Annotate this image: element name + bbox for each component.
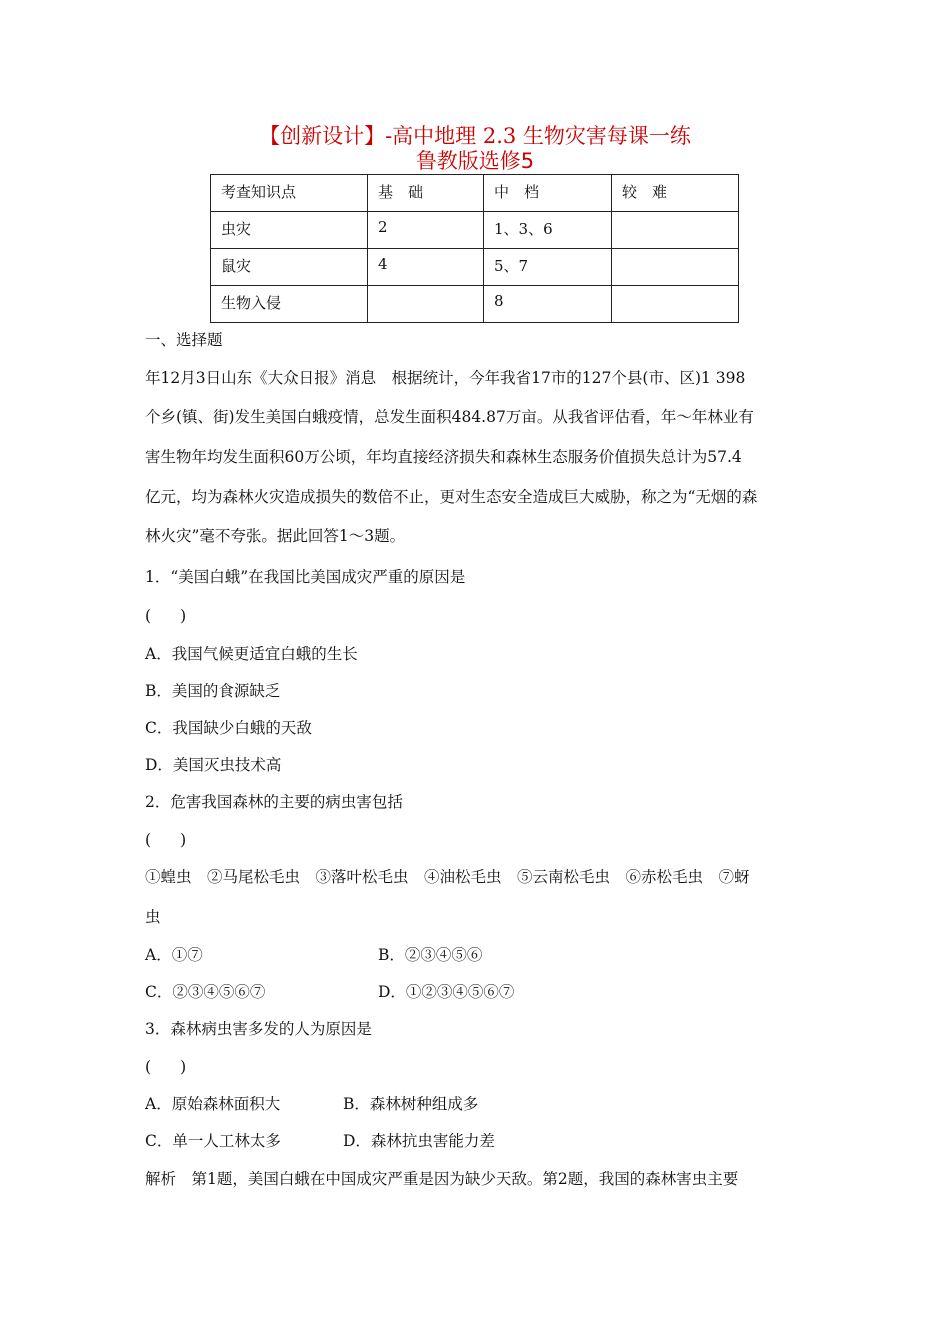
question-3-option: A．原始森林面积大 (145, 1095, 281, 1113)
section-heading: 一、选择题 (145, 331, 223, 349)
question-1-option: B．美国的食源缺乏 (145, 682, 281, 700)
paren-open: ( (145, 831, 152, 849)
passage-line: 害生物年均发生面积60万公顷，年均直接经济损失和森林生态服务价值损失总计为57.4 (145, 448, 742, 466)
question-2-option: A．①⑦ (145, 946, 203, 964)
table-header-cell: 考查知识点 (211, 175, 368, 212)
question-2-list: 虫 (145, 908, 161, 926)
question-1-answer-blank (145, 606, 186, 626)
paren-open: ( (145, 607, 152, 625)
table-cell (612, 249, 739, 286)
question-2-option: C．②③④⑤⑥⑦ (145, 983, 266, 1001)
question-3-stem: 3．森林病虫害多发的人为原因是 (145, 1020, 372, 1038)
title-line-2: 鲁教版选修5 (415, 149, 535, 173)
table-cell: 鼠灾 (211, 249, 368, 286)
question-2-answer-blank (145, 830, 186, 850)
table-cell: 生物入侵 (211, 286, 368, 323)
table-cell: 5、7 (484, 249, 612, 286)
passage-line: 年12月3日山东《大众日报》消息 根据统计，今年我省17市的127个县(市、区)1 398 (145, 369, 746, 387)
question-3-option: D．森林抗虫害能力差 (343, 1132, 495, 1150)
title-line-1: 【创新设计】-高中地理 2.3 生物灾害每课一练 (259, 124, 691, 148)
table-cell (612, 286, 739, 323)
question-1-option: C．我国缺少白蛾的天敌 (145, 719, 312, 737)
question-1-stem: 1．“美国白蛾”在我国比美国成灾严重的原因是 (145, 568, 466, 586)
table-header-cell: 较 难 (612, 175, 739, 212)
table-row (211, 249, 739, 286)
question-3-answer-blank (145, 1057, 186, 1077)
table-cell: 2 (368, 212, 484, 249)
table-row (211, 212, 739, 249)
question-2-option: B．②③④⑤⑥ (378, 946, 483, 964)
passage-line: 林火灾”毫不夸张。据此回答1～3题。 (145, 527, 406, 545)
question-3-option: B．森林树种组成多 (343, 1095, 479, 1113)
knowledge-table (210, 174, 739, 323)
question-2-list: ①蝗虫 ②马尾松毛虫 ③落叶松毛虫 ④油松毛虫 ⑤云南松毛虫 ⑥赤松毛虫 ⑦蚜 (145, 868, 750, 886)
paren-close: ) (180, 1058, 187, 1076)
question-3-option: C．单一人工林太多 (145, 1132, 281, 1150)
table-cell: 8 (484, 286, 612, 323)
question-1-option: D．美国灭虫技术高 (145, 756, 282, 774)
table-cell: 4 (368, 249, 484, 286)
table-header-cell: 基 础 (368, 175, 484, 212)
question-1-option: A．我国气候更适宜白蛾的生长 (145, 645, 358, 663)
table-cell: 1、3、6 (484, 212, 612, 249)
table-cell (612, 212, 739, 249)
table-cell: 虫灾 (211, 212, 368, 249)
question-2-option: D．①②③④⑤⑥⑦ (378, 983, 515, 1001)
table-header-row (211, 175, 739, 212)
table-row (211, 286, 739, 323)
paren-close: ) (180, 607, 187, 625)
question-2-stem: 2．危害我国森林的主要的病虫害包括 (145, 793, 403, 811)
passage-line: 亿元，均为森林火灾造成损失的数倍不止，更对生态安全造成巨大威胁，称之为“无烟的森 (145, 488, 758, 506)
table-header-cell: 中 档 (484, 175, 612, 212)
paren-close: ) (180, 831, 187, 849)
analysis-line: 解析 第1题，美国白蛾在中国成灾严重是因为缺少天敌。第2题，我国的森林害虫主要 (145, 1170, 739, 1188)
table-cell (368, 286, 484, 323)
paren-open: ( (145, 1058, 152, 1076)
passage-line: 个乡(镇、街)发生美国白蛾疫情，总发生面积484.87万亩。从我省评估看，年～年林业有 (145, 408, 754, 426)
